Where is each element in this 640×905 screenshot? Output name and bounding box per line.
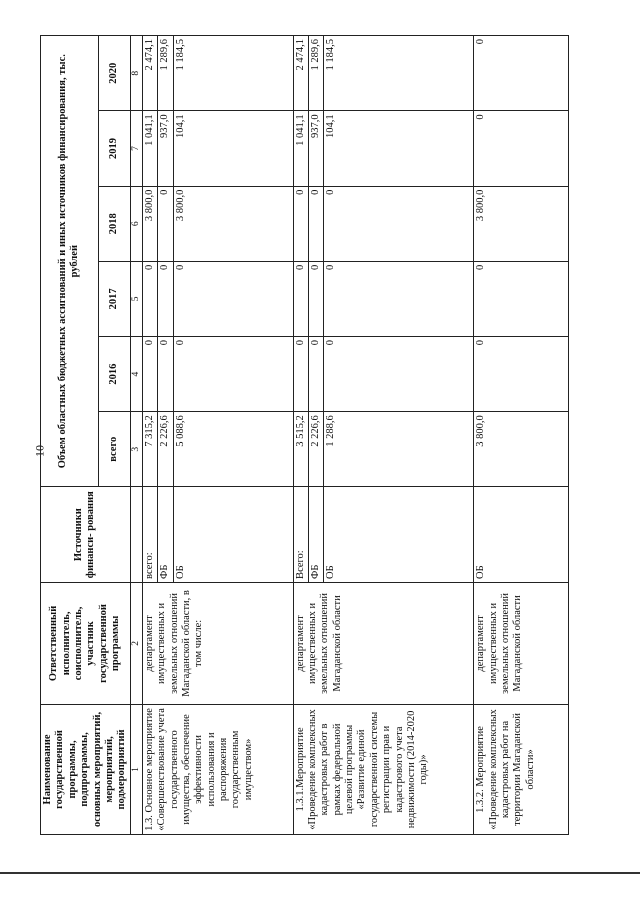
header-total: всего [98, 412, 130, 487]
header-year: 2019 [98, 111, 130, 186]
header-responsible: Ответственный исполнитель, соисполнитель, участник государственной программы [41, 582, 131, 704]
value-2019: 1 041,1 [293, 111, 308, 186]
value-2018: 3 800,0 [173, 186, 293, 261]
value-2016: 0 [308, 336, 323, 411]
value-2020: 1 289,6 [158, 36, 173, 111]
value-2018: 0 [158, 186, 173, 261]
value-2016: 0 [158, 336, 173, 411]
value-2016: 0 [142, 336, 157, 411]
value-total: 2 226,6 [158, 412, 173, 487]
index-cell: 6 [130, 186, 142, 261]
value-2018: 3 800,0 [474, 186, 569, 261]
index-cell: 3 [130, 412, 142, 487]
value-2017: 0 [158, 261, 173, 336]
value-2017: 0 [324, 261, 474, 336]
table-row [474, 36, 569, 835]
value-2020: 1 289,6 [308, 36, 323, 111]
table-row [142, 36, 157, 835]
value-2020: 1 184,5 [324, 36, 474, 111]
responsible: департамент имущественных и земельных отношений Магаданской области [474, 582, 569, 704]
value-2017: 0 [308, 261, 323, 336]
program-name: 1.3.2. Мероприятие «Проведение комплексных кадастровых работ на территории Магаданской области» [474, 704, 569, 834]
header-year: 2017 [98, 261, 130, 336]
program-name: 1.3.1.Мероприятие «Проведение комплексных кадастровых работ в рамках федеральной целевой программы «Развитие единой государственной системы регистрации прав и кадастрового учета недвижимости (2014-2020 годы)» [293, 704, 474, 834]
value-2020: 1 184,5 [173, 36, 293, 111]
value-2020: 0 [474, 36, 569, 111]
value-2016: 0 [293, 336, 308, 411]
source: всего: [142, 487, 157, 583]
rotated-table-wrapper [40, 35, 600, 835]
table-row [293, 36, 308, 835]
index-row [130, 36, 142, 835]
value-total: 7 315,2 [142, 412, 157, 487]
index-cell: 7 [130, 111, 142, 186]
index-cell: 4 [130, 336, 142, 411]
header-year: 2016 [98, 336, 130, 411]
value-2019: 937,0 [158, 111, 173, 186]
index-cell: 8 [130, 36, 142, 111]
value-2019: 104,1 [173, 111, 293, 186]
value-2018: 0 [324, 186, 474, 261]
program-name: 1.3. Основное мероприятие «Совершенствование учета государственного имущества, обеспечение эффективности использования и распоряжения государственным имуществом» [142, 704, 293, 834]
responsible: департамент имущественных и земельных отношений Магаданской области [293, 582, 474, 704]
index-cell: 5 [130, 261, 142, 336]
header-volume: Объем областных бюджетных ассигнований и иных источников финансирования, тыс. рублей [41, 36, 99, 487]
value-total: 2 226,6 [308, 412, 323, 487]
budget-table [40, 35, 569, 835]
index-cell: 1 [130, 704, 142, 834]
value-2016: 0 [173, 336, 293, 411]
value-2019: 104,1 [324, 111, 474, 186]
index-cell: 2 [130, 582, 142, 704]
value-2017: 0 [173, 261, 293, 336]
value-2020: 2 474,1 [293, 36, 308, 111]
source: ФБ [158, 487, 173, 583]
bottom-rule [0, 872, 640, 874]
page-number: 10 [32, 445, 47, 457]
value-2019: 937,0 [308, 111, 323, 186]
source: ОБ [173, 487, 293, 583]
source: ФБ [308, 487, 323, 583]
responsible: департамент имущественных и земельных отношений Магаданской области, в том числе: [142, 582, 293, 704]
value-2019: 1 041,1 [142, 111, 157, 186]
value-2018: 0 [293, 186, 308, 261]
value-2018: 3 800,0 [142, 186, 157, 261]
source: Всего: [293, 487, 308, 583]
header-year: 2020 [98, 36, 130, 111]
source: ОБ [324, 487, 474, 583]
value-total: 3 800,0 [474, 412, 569, 487]
value-2019: 0 [474, 111, 569, 186]
value-2016: 0 [324, 336, 474, 411]
value-2017: 0 [293, 261, 308, 336]
value-2018: 0 [308, 186, 323, 261]
value-total: 5 088,6 [173, 412, 293, 487]
index-cell [130, 487, 142, 583]
source: ОБ [474, 487, 569, 583]
value-total: 1 288,6 [324, 412, 474, 487]
header-name: Наименование государственной программы, подпрограммы, основных мероприятий, мероприятий, подмероприятий [41, 704, 131, 834]
value-2017: 0 [142, 261, 157, 336]
value-total: 3 515,2 [293, 412, 308, 487]
value-2017: 0 [474, 261, 569, 336]
value-2016: 0 [474, 336, 569, 411]
value-2020: 2 474,1 [142, 36, 157, 111]
header-source: Источники финанси- рования [41, 487, 131, 583]
header-year: 2018 [98, 186, 130, 261]
